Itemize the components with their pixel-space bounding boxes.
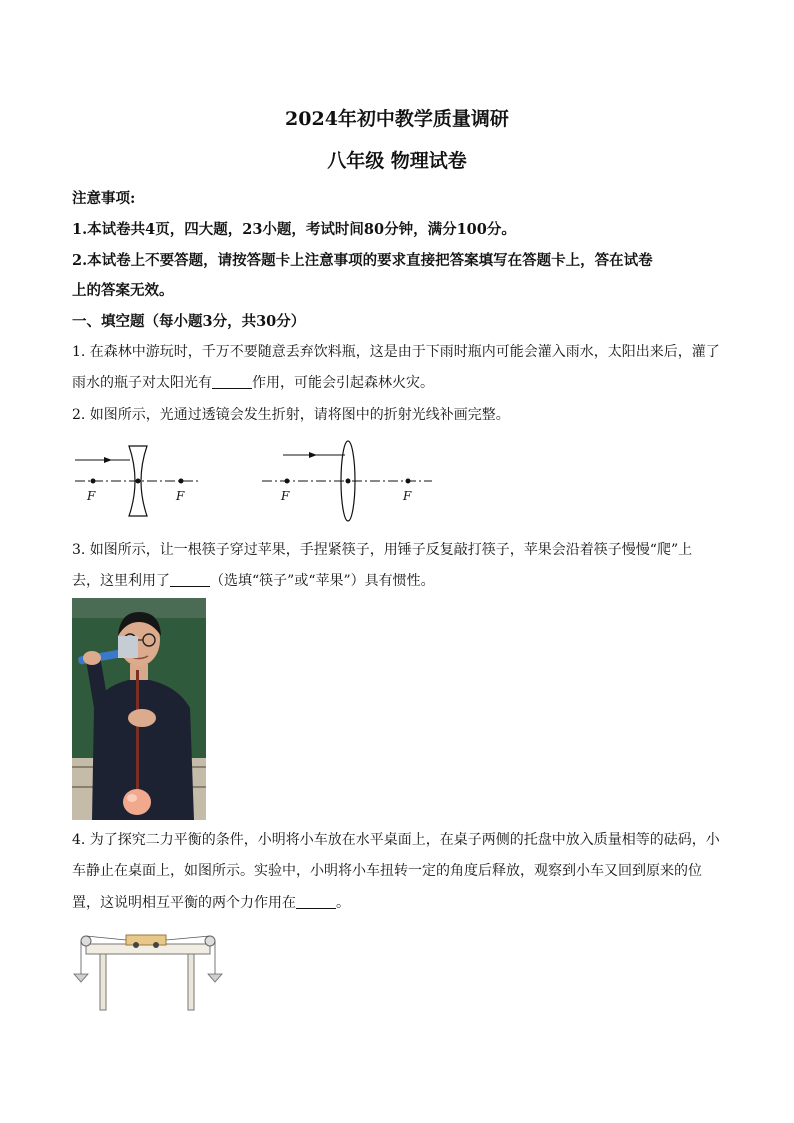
notes-item-1: 1.本试卷共4页，四大题，23小题，考试时间80分钟，满分100分。 [72,221,516,238]
focus-label: F [403,489,412,503]
ray-arrow-icon [309,452,317,458]
pulley [81,936,91,946]
question-3-line-2 [72,571,435,591]
ray-arrow-icon [104,457,112,463]
section-heading: 一、填空题（每小题3分，共30分） [72,313,306,330]
question-3-line-1: 3. 如图所示，让一根筷子穿过苹果，手捏紧筷子，用锤子反复敲打筷子，苹果会沿着筷子慢慢“爬”上 [72,542,693,558]
notes-heading: 注意事项: [72,190,136,207]
question-4-line-1: 4. 为了探究二力平衡的条件，小明将小车放在水平桌面上，在桌子两侧的托盘中放入质量相等的砝码，小 [72,832,720,848]
string [166,936,210,940]
optical-center [346,479,351,484]
weight-pan [74,974,88,982]
pulley [205,936,215,946]
cart-wheel [133,942,139,948]
focus-point-left [285,479,290,484]
balance-cart-diagram [72,928,222,1014]
question-4-line-2: 车静止在桌面上，如图所示。实验中，小明将小车扭转一定的角度后释放，观察到小车又回到原来的位 [72,863,702,879]
optical-center [136,479,141,484]
focus-label: F [176,489,185,503]
teacher-apple-photo [72,598,206,820]
cart [126,935,166,945]
question-1-line-1: 1. 在森林中游玩时，千万不要随意丢弃饮料瓶，这是由于下雨时瓶内可能会灌入雨水，太阳出来后，灌了 [72,344,720,360]
exam-subtitle: 八年级 物理试卷 [327,150,467,172]
question-4-text-b: 。 [336,895,350,911]
table-leg [188,954,194,1010]
string [86,936,126,940]
question-2-text: 2. 如图所示，光通过透镜会发生折射，请将图中的折射光线补画完整。 [72,407,510,423]
focus-point-left [91,479,96,484]
cart-wheel [153,942,159,948]
question-1-text-b: 作用，可能会引起森林火灾。 [252,375,434,391]
question-3-text-b: （选填“筷子”或“苹果”）具有惯性。 [210,573,435,589]
question-3-text-a: 去，这里利用了 [72,573,170,589]
question-1-text-a: 雨水的瓶子对太阳光有 [72,375,212,391]
focus-label: F [87,489,96,503]
convex-lens-diagram [262,441,432,521]
weight-pan [208,974,222,982]
focus-label: F [281,489,290,503]
answer-blank [296,894,336,909]
question-4-text-a: 置，这说明相互平衡的两个力作用在 [72,895,296,911]
exam-title: 2024年初中教学质量调研 [285,108,509,130]
question-4-line-3 [72,893,350,913]
table-leg [100,954,106,1010]
focus-point-right [406,479,411,484]
answer-blank [170,572,210,587]
notes-item-2-line-1: 2.本试卷上不要答题，请按答题卡上注意事项的要求直接把答案填写在答题卡上，答在试卷 [72,252,653,269]
notes-item-2-line-2: 上的答案无效。 [72,282,174,299]
focus-point-right [179,479,184,484]
